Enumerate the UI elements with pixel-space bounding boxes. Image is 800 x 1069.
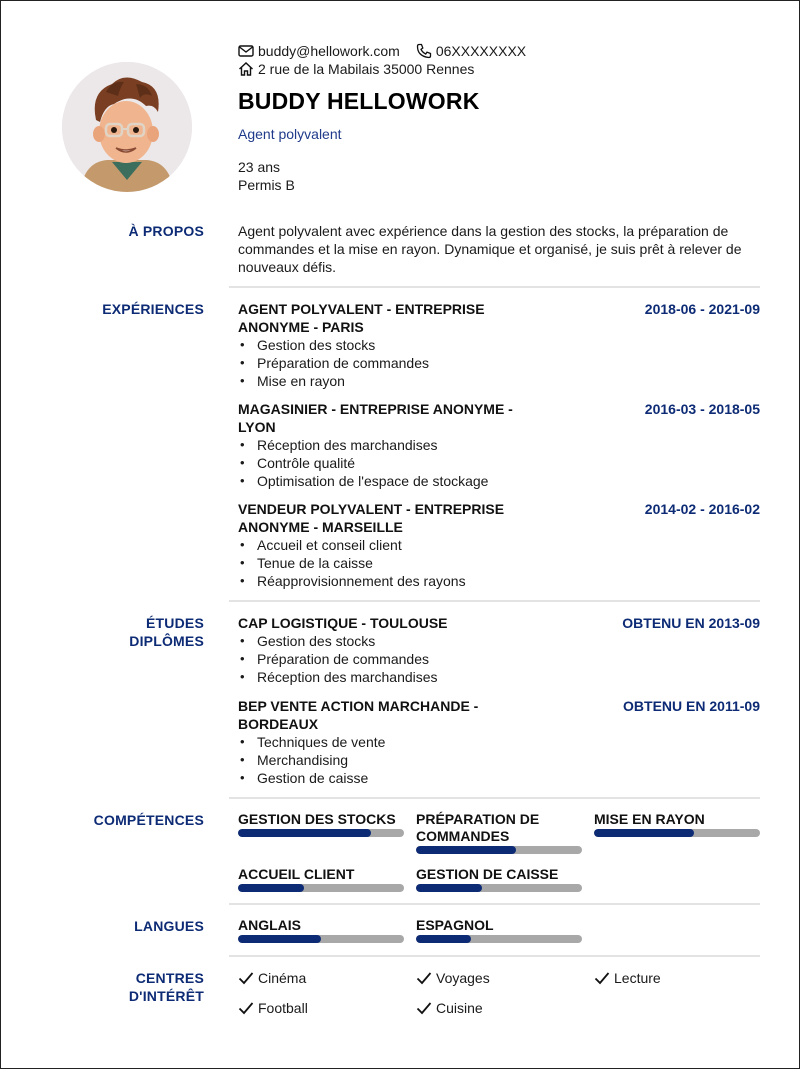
list-item: • Merchandising xyxy=(238,751,760,769)
interest-item xyxy=(238,969,306,987)
skill-level-fill xyxy=(416,884,482,892)
skill-item xyxy=(238,866,404,892)
section-divider xyxy=(229,903,760,905)
section-label-languages: LANGUES xyxy=(134,918,204,934)
list-item: • Contrôle qualité xyxy=(238,454,760,472)
skill-name: ACCUEIL CLIENT xyxy=(238,866,355,882)
experience-title: AGENT POLYVALENT - ENTREPRISE ANONYME - PARIS xyxy=(238,301,485,335)
skill-name: GESTION DES STOCKS xyxy=(238,811,396,827)
language-level-fill xyxy=(416,935,471,943)
address-text: 2 rue de la Mabilais 35000 Rennes xyxy=(258,61,475,77)
experience-tasks xyxy=(238,436,760,490)
section-label-line: CENTRES xyxy=(135,970,204,986)
interest-item xyxy=(416,969,490,987)
list-item: • Gestion de caisse xyxy=(238,769,760,787)
section-divider xyxy=(229,600,760,602)
candidate-name: BUDDY HELLOWORK xyxy=(238,88,480,114)
list-item: • Réception des marchandises xyxy=(238,436,760,454)
list-item: • Réception des marchandises xyxy=(238,668,760,686)
about-text: Agent polyvalent avec expérience dans la gestion des stocks, la préparation de commandes et la mise en rayon. Dynamique et organisé, je suis prêt à relever de nouveaux défis. xyxy=(238,223,742,275)
interest-label: Cinéma xyxy=(258,970,307,986)
language-item xyxy=(238,917,404,943)
education-title: BEP VENTE ACTION MARCHANDE - BORDEAUX xyxy=(238,698,479,732)
avatar xyxy=(62,62,192,192)
phone-text[interactable]: 06XXXXXXXX xyxy=(435,43,527,59)
contact-row-2 xyxy=(238,60,542,78)
age: 23 ans xyxy=(238,159,281,175)
interest-item xyxy=(594,969,661,987)
list-item: • Gestion des stocks xyxy=(238,336,760,354)
experience-date: 2018-06 - 2021-09 xyxy=(644,301,760,317)
interest-label: Voyages xyxy=(436,970,490,986)
language-level-fill xyxy=(238,935,321,943)
mail-icon xyxy=(238,43,254,59)
section-label-line: D'INTÉRÊT xyxy=(128,988,204,1004)
experience-date: 2016-03 - 2018-05 xyxy=(644,401,760,417)
check-icon xyxy=(594,971,610,985)
skill-item xyxy=(238,811,404,837)
language-level-bar xyxy=(238,935,404,943)
skill-name: MISE EN RAYON xyxy=(594,811,705,827)
experience-title: VENDEUR POLYVALENT - ENTREPRISE ANONYME - MARSEILLE xyxy=(238,501,505,535)
language-name: ANGLAIS xyxy=(238,917,301,933)
phone-item[interactable] xyxy=(416,42,526,60)
education-title: CAP LOGISTIQUE - TOULOUSE xyxy=(238,615,448,631)
interest-label: Cuisine xyxy=(436,1000,483,1016)
section-label-interests xyxy=(129,969,204,1005)
experience-tasks xyxy=(238,336,760,390)
section-label-experiences: EXPÉRIENCES xyxy=(102,301,204,317)
contact-row-1 xyxy=(238,42,542,60)
interest-item xyxy=(238,999,308,1017)
address-item xyxy=(238,60,474,78)
section-label-skills: COMPÉTENCES xyxy=(93,812,204,828)
driving-permit: Permis B xyxy=(238,177,295,193)
check-icon xyxy=(238,971,254,985)
skill-level-fill xyxy=(238,884,304,892)
section-divider xyxy=(229,955,760,957)
education-topics xyxy=(238,733,760,787)
list-item: • Techniques de vente xyxy=(238,733,760,751)
education-entry xyxy=(238,697,760,787)
check-icon xyxy=(416,1001,432,1015)
skill-item xyxy=(416,866,582,892)
section-label-line: DIPLÔMES xyxy=(129,633,204,649)
skill-item xyxy=(416,811,582,854)
list-item: • Tenue de la caisse xyxy=(238,554,760,572)
list-item: • Mise en rayon xyxy=(238,372,760,390)
skill-level-fill xyxy=(416,846,516,854)
language-name: ESPAGNOL xyxy=(416,917,494,933)
section-divider xyxy=(229,286,760,288)
list-item: • Réapprovisionnement des rayons xyxy=(238,572,760,590)
interest-label: Lecture xyxy=(614,970,661,986)
phone-icon xyxy=(416,43,432,59)
section-label-about: À PROPOS xyxy=(128,223,204,239)
experience-entry xyxy=(238,500,760,590)
email-text[interactable]: buddy@hellowork.com xyxy=(258,43,400,59)
skill-level-bar xyxy=(238,829,404,837)
list-item: • Optimisation de l'espace de stockage xyxy=(238,472,760,490)
skill-name: PRÉPARATION DE COMMANDES xyxy=(416,811,540,844)
language-item xyxy=(416,917,582,943)
check-icon xyxy=(416,971,432,985)
skill-level-bar xyxy=(416,846,582,854)
skill-level-bar xyxy=(416,884,582,892)
check-icon xyxy=(238,1001,254,1015)
section-divider xyxy=(229,797,760,799)
experience-entry xyxy=(238,400,760,490)
section-label-line: ÉTUDES xyxy=(146,615,204,631)
skill-item xyxy=(594,811,760,837)
education-date: OBTENU EN 2013-09 xyxy=(622,615,760,631)
contact-block xyxy=(238,42,542,78)
list-item: • Gestion des stocks xyxy=(238,632,760,650)
skill-level-fill xyxy=(594,829,694,837)
experience-entry xyxy=(238,300,760,390)
avatar-illustration xyxy=(62,62,192,192)
skill-level-fill xyxy=(238,829,371,837)
home-icon xyxy=(238,61,254,77)
language-level-bar xyxy=(416,935,582,943)
interest-label: Football xyxy=(258,1000,308,1016)
experience-tasks xyxy=(238,536,760,590)
experience-date: 2014-02 - 2016-02 xyxy=(644,501,760,517)
skill-level-bar xyxy=(238,884,404,892)
list-item: • Accueil et conseil client xyxy=(238,536,760,554)
email-item[interactable] xyxy=(238,42,400,60)
education-date: OBTENU EN 2011-09 xyxy=(623,698,760,714)
list-item: • Préparation de commandes xyxy=(238,354,760,372)
job-title: Agent polyvalent xyxy=(238,126,342,142)
experience-title: MAGASINIER - ENTREPRISE ANONYME - LYON xyxy=(238,401,513,435)
interest-item xyxy=(416,999,483,1017)
section-label-studies xyxy=(129,614,204,650)
education-topics xyxy=(238,632,760,686)
skill-level-bar xyxy=(594,829,760,837)
skill-name: GESTION DE CAISSE xyxy=(416,866,559,882)
education-entry xyxy=(238,614,760,686)
list-item: • Préparation de commandes xyxy=(238,650,760,668)
